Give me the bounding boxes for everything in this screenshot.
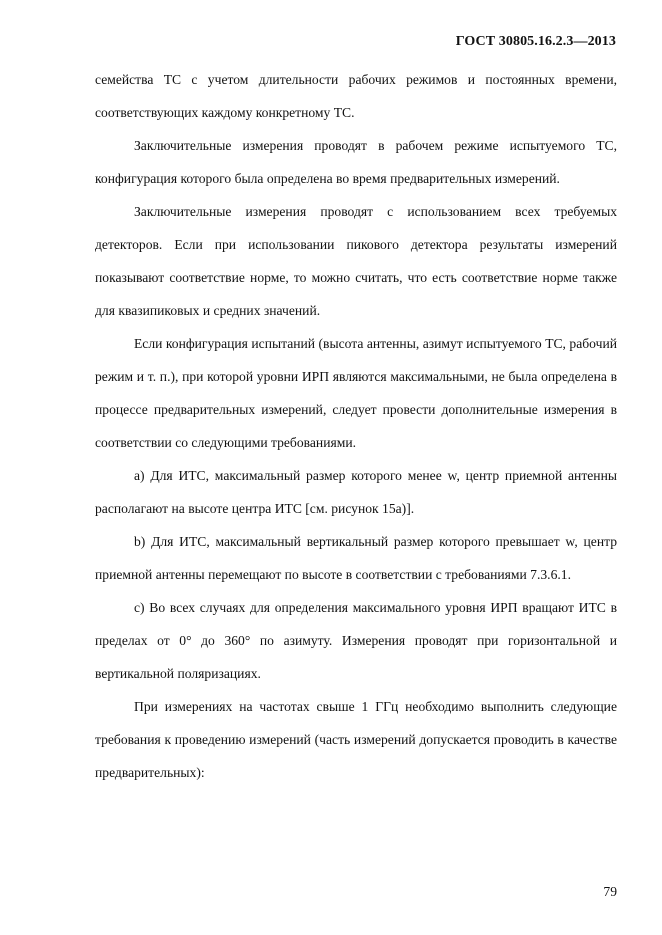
paragraph-detectors: Заключительные измерения проводят с использованием всех требуемых детекторов. Если при использовании пикового детектора результаты измерений показывают соответствие норме, то можно считать, что есть соответствие норме также для квазипиковых и средних значений.: [95, 204, 617, 318]
paragraph-continuation: семейства ТС с учетом длительности рабочих режимов и постоянных времени, соответствующих каждому конкретному ТС.: [95, 72, 617, 120]
paragraph-test-configuration: Если конфигурация испытаний (высота антенны, азимут испытуемого ТС, рабочий режим и т. п.), при которой уровни ИРП являются максимальными, не была определена в процессе предварительных измерений, следует провести дополнительные измерения в соответствии со следующими требованиями.: [95, 336, 617, 450]
requirement-item-b: b) Для ИТС, максимальный вертикальный размер которого превышает w, центр приемной антенны перемещают по высоте в соответствии с требованиями 7.3.6.1.: [95, 534, 617, 582]
requirement-item-c: с) Во всех случаях для определения максимального уровня ИРП вращают ИТС в пределах от 0° до 360° по азимуту. Измерения проводят при горизонтальной и вертикальной поляризациях.: [95, 600, 617, 681]
requirement-item-a: а) Для ИТС, максимальный размер которого менее w, центр приемной антенны располагают на высоте центра ИТС [см. рисунок 15а)].: [95, 468, 617, 516]
paragraph-final-measurements-mode: Заключительные измерения проводят в рабочем режиме испытуемого ТС, конфигурация которого была определена во время предварительных измерений.: [95, 138, 617, 186]
paragraph-above-1ghz: При измерениях на частотах свыше 1 ГГц необходимо выполнить следующие требования к проведению измерений (часть измерений допускается проводить в качестве предварительных):: [95, 699, 617, 780]
document-header: ГОСТ 30805.16.2.3—2013: [455, 34, 616, 49]
document-body: [95, 63, 617, 789]
page-number: 79: [603, 884, 617, 899]
